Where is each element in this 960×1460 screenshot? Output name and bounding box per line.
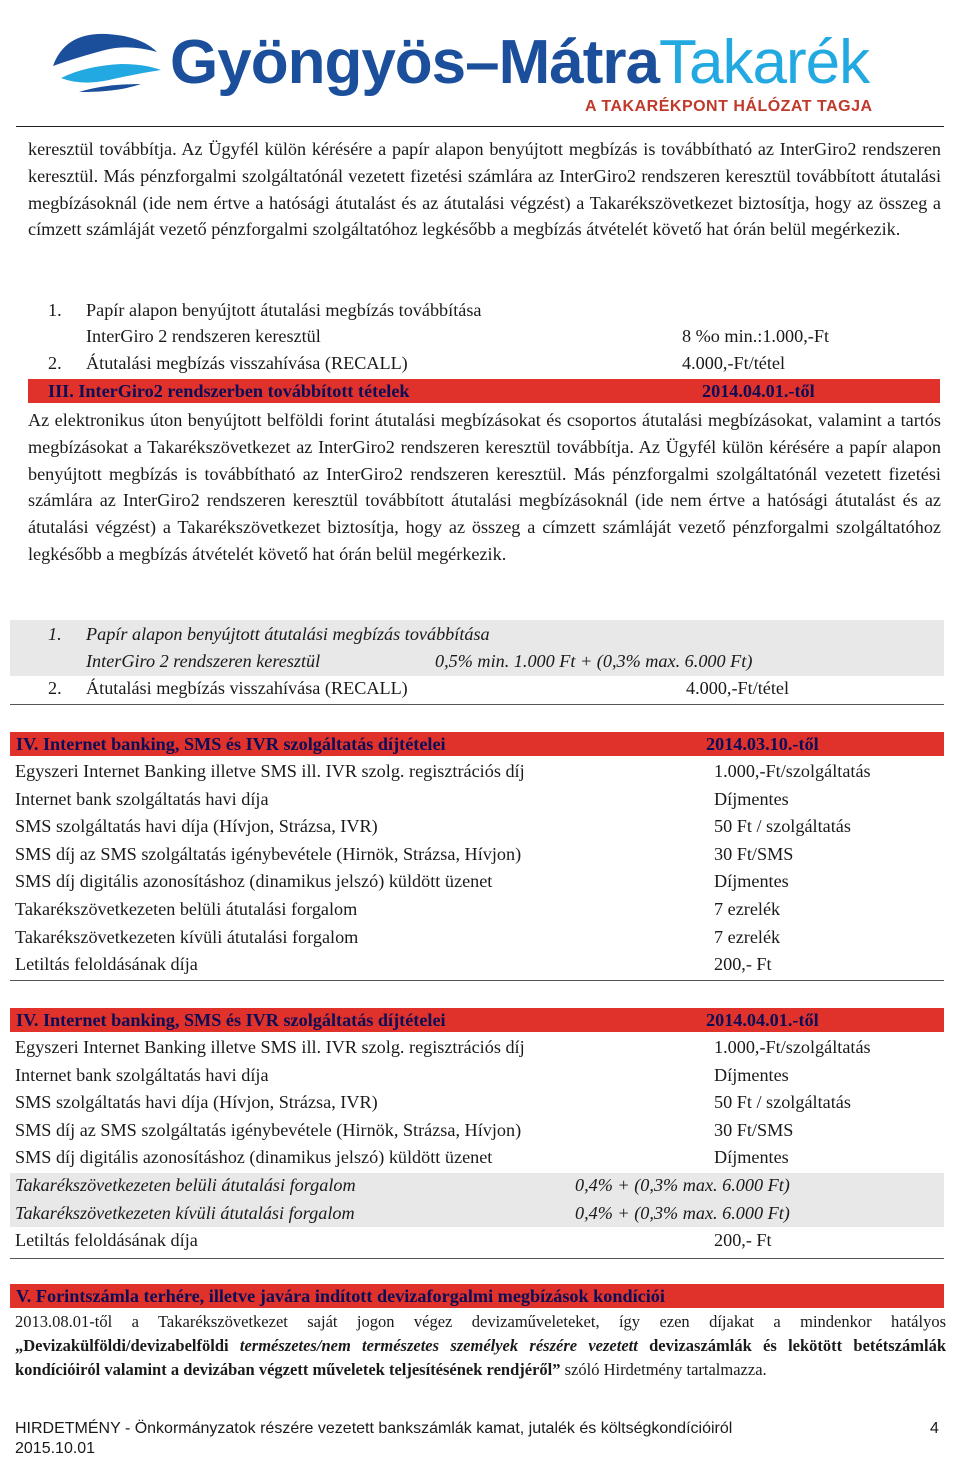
s3-item1-sub: InterGiro 2 rendszeren keresztül bbox=[86, 651, 321, 671]
fee-row-value: 50 Ft / szolgáltatás bbox=[714, 1092, 851, 1113]
section3-title: III. InterGiro2 rendszerben továbbított tételek bbox=[48, 381, 410, 401]
brand-tagline: A TAKARÉKPONT HÁLÓZAT TAGJA bbox=[585, 98, 873, 115]
section4a-title: IV. Internet banking, SMS és IVR szolgáltatás díjtételei bbox=[16, 734, 446, 754]
section5-paragraph bbox=[15, 1310, 946, 1382]
fee-row-value: Díjmentes bbox=[714, 871, 789, 892]
fee-row-label: SMS díj digitális azonosításhoz (dinamikus jelszó) küldött üzenet bbox=[15, 1147, 493, 1168]
s3-item1-number: 1. bbox=[48, 624, 62, 644]
divider bbox=[10, 980, 944, 981]
fee-row-label: Takarékszövetkezeten kívüli átutalási forgalom bbox=[15, 926, 359, 947]
fee-row-label: SMS díj az SMS szolgáltatás igénybevétele (Hirnök, Strázsa, Hívjon) bbox=[15, 1119, 522, 1140]
b1-item1-title: Papír alapon benyújtott átutalási megbízás továbbítása bbox=[86, 300, 482, 320]
page-number: 4 bbox=[930, 1420, 939, 1437]
s3-item2-fee: 4.000,-Ft/tétel bbox=[686, 678, 790, 698]
fee-row-value: 1.000,-Ft/szolgáltatás bbox=[714, 1037, 871, 1057]
fee-row-value: 30 Ft/SMS bbox=[714, 843, 794, 864]
divider bbox=[10, 704, 944, 705]
section3-paragraph: Az elektronikus úton benyújtott belföldi forint átutalási megbízásokat és csoportos átutalási megbízásokat, valamint a tartós megbízásokat a Takarékszövetkezet az InterGiro2 rendszeren keresztül továbbítja. Az Ügyfél külön kérésére a papír alapon benyújtott megbízás is továbbítható az InterGiro2 rendszeren keresztül. Más pénzforgalmi szolgáltatónál vezetett fizetési számlára az InterGiro2 rendszeren keresztül továbbított átutalási megbízásoknál (ide nem értve a hatósági átutalást és az átutalási végzést) a Takarékszövetkezet biztosítja, hogy az összeg a címzett számláját vezető pénzforgalmi szolgáltatóhoz legkésőbb a megbízás átvételét követő hat órán belül megérkezik. bbox=[28, 410, 941, 564]
footer-title: HIRDETMÉNY - Önkormányzatok részére vezetett bankszámlák kamat, jutalék és költségkondícióiról bbox=[15, 1420, 733, 1437]
section4a-date: 2014.03.10.-től bbox=[706, 734, 819, 754]
fee-row-label: SMS szolgáltatás havi díja (Hívjon, Strázsa, IVR) bbox=[15, 1092, 378, 1113]
b1-item1-sub: InterGiro 2 rendszeren keresztül bbox=[86, 326, 321, 346]
fee-row-value: Díjmentes bbox=[714, 788, 789, 809]
fee-row-value: 7 ezrelék bbox=[714, 926, 781, 947]
fee-row-value: 200,- Ft bbox=[714, 954, 772, 975]
section3-header bbox=[28, 379, 940, 403]
fee-row-label: SMS szolgáltatás havi díja (Hívjon, Strázsa, IVR) bbox=[15, 816, 378, 837]
b1-item1-number: 1. bbox=[48, 300, 62, 320]
b1-item1-fee: 8 %o min.:1.000,-Ft bbox=[682, 326, 830, 346]
footer-date: 2015.10.01 bbox=[15, 1440, 96, 1457]
divider bbox=[10, 1258, 944, 1259]
header-rule bbox=[16, 126, 944, 127]
fee-row-label: Letiltás feloldásának díja bbox=[15, 954, 198, 975]
fee-row-value: 1.000,-Ft/szolgáltatás bbox=[714, 761, 871, 781]
fee-row-value: 200,- Ft bbox=[714, 1230, 772, 1251]
fee-row-value: 30 Ft/SMS bbox=[714, 1119, 794, 1140]
fee-row-label: SMS díj digitális azonosításhoz (dinamikus jelszó) küldött üzenet bbox=[15, 871, 493, 892]
brand-name bbox=[170, 28, 869, 98]
header-logo bbox=[0, 0, 960, 128]
fee-row-label: Takarékszövetkezeten belüli átutalási forgalom bbox=[15, 899, 358, 919]
fee-row-value: 50 Ft / szolgáltatás bbox=[714, 816, 851, 837]
s3-item2-number: 2. bbox=[48, 678, 62, 698]
fee-row-value: 0,4% + (0,3% max. 6.000 Ft) bbox=[575, 1175, 790, 1195]
fee-row-label: Internet bank szolgáltatás havi díja bbox=[15, 1064, 269, 1085]
fee-row-label: Takarékszövetkezeten belüli átutalási forgalom bbox=[15, 1175, 356, 1195]
section4b-date: 2014.04.01.-től bbox=[706, 1010, 819, 1030]
s5-text-3: természetes/nem természetes személyek részére vezetett bbox=[239, 1336, 638, 1355]
s5-text-1: 2013.08.01-től a Takarékszövetkezet saját jogon végez devizaműveleteket, így ezen díjakat a mindenkor hatályos bbox=[15, 1312, 946, 1331]
section4b-header bbox=[10, 1008, 944, 1032]
b1-item2-title: Átutalási megbízás visszahívása (RECALL) bbox=[86, 353, 408, 373]
section5-title: V. Forintszámla terhére, illetve javára indított devizaforgalmi megbízások kondíciói bbox=[16, 1286, 665, 1306]
section4a-header bbox=[10, 732, 944, 756]
brand-accent: Takarék bbox=[659, 28, 870, 97]
s5-text-5: szóló Hirdetmény tartalmazza. bbox=[560, 1360, 767, 1379]
fee-row-label: Letiltás feloldásának díja bbox=[15, 1230, 198, 1251]
b1-item2-number: 2. bbox=[48, 353, 62, 373]
fee-row-label: SMS díj az SMS szolgáltatás igénybevétele (Hirnök, Strázsa, Hívjon) bbox=[15, 843, 522, 864]
fee-row-value: Díjmentes bbox=[714, 1147, 789, 1168]
fee-row-label: Internet bank szolgáltatás havi díja bbox=[15, 788, 269, 809]
fee-row-label: Takarékszövetkezeten kívüli átutalási forgalom bbox=[15, 1202, 355, 1223]
b1-item2-fee: 4.000,-Ft/tétel bbox=[682, 353, 786, 373]
fee-row-value: 7 ezrelék bbox=[714, 899, 781, 919]
fee-row-label: Egyszeri Internet Banking illetve SMS ill. IVR szolg. regisztrációs díj bbox=[15, 761, 525, 781]
s3-item1-fee: 0,5% min. 1.000 Ft + (0,3% max. 6.000 Ft) bbox=[435, 651, 753, 671]
intro-paragraph: keresztül továbbítja. Az Ügyfél külön kérésére a papír alapon benyújtott megbízás is továbbítható az InterGiro2 rendszeren keresztül. Más pénzforgalmi szolgáltatónál vezetett fizetési számlára az InterGiro2 rendszeren keresztül továbbított átutalási megbízásoknál (ide nem értve a hatósági átutalást és az átutalási végzést) a Takarékszövetkezet biztosítja, hogy az összeg a címzett számláját vezető pénzforgalmi szolgáltatóhoz legkésőbb a megbízás átvételét követő hat órán belül megérkezik. bbox=[28, 139, 941, 240]
section5-header bbox=[10, 1284, 944, 1308]
s5-text-4: devizaszámlák és lekötött betétszámlák kondícióiról valamint a devizában végzett műveletek teljesítésének rendjéről” bbox=[15, 1336, 946, 1379]
section4b-title: IV. Internet banking, SMS és IVR szolgáltatás díjtételei bbox=[16, 1010, 446, 1030]
brand-main: Gyöngyös–Mátra bbox=[170, 28, 660, 97]
s3-item1-title: Papír alapon benyújtott átutalási megbízás továbbítása bbox=[86, 624, 490, 644]
fee-row-value: Díjmentes bbox=[714, 1064, 789, 1085]
fee-row-label: Egyszeri Internet Banking illetve SMS ill. IVR szolg. regisztrációs díj bbox=[15, 1037, 525, 1057]
section3-date: 2014.04.01.-től bbox=[702, 381, 815, 401]
s5-text-2: „Devizakülföldi/devizabelföldi bbox=[15, 1336, 240, 1355]
bank-logo-icon bbox=[45, 26, 165, 98]
fee-row-value: 0,4% + (0,3% max. 6.000 Ft) bbox=[575, 1202, 790, 1223]
s3-item2-title: Átutalási megbízás visszahívása (RECALL) bbox=[86, 678, 408, 698]
